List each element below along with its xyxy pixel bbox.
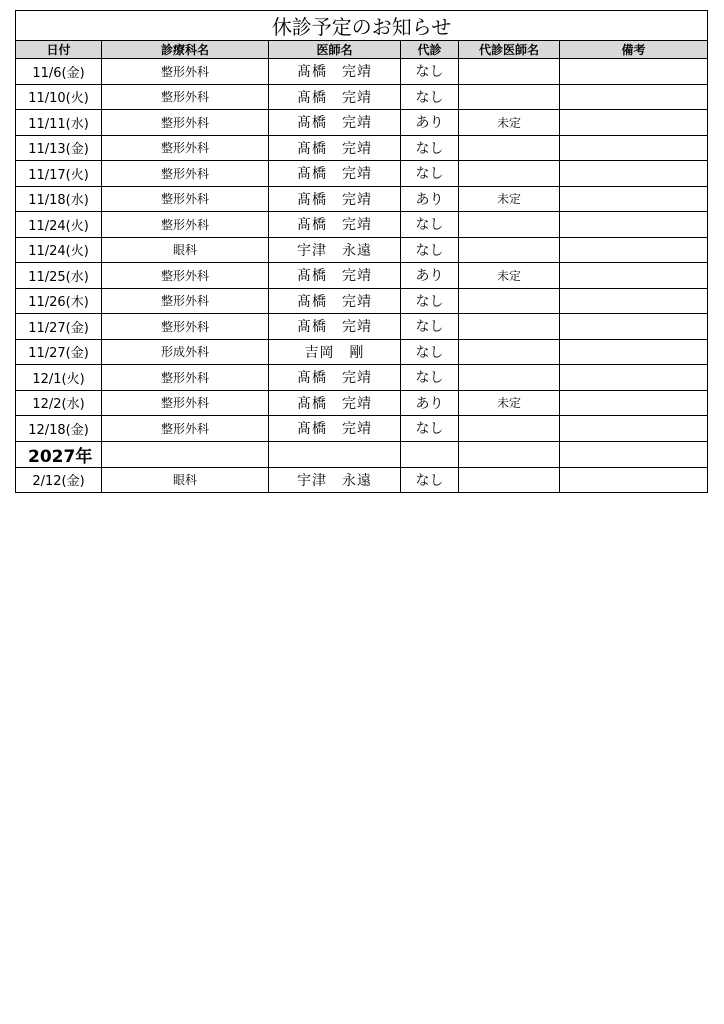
doctor-cell: 髙橋 完靖 [269, 84, 401, 110]
table-row [16, 186, 708, 212]
substitute-doctor-cell [459, 135, 560, 161]
title-row [16, 11, 708, 41]
substitute-doctor-cell [459, 84, 560, 110]
date-cell: 11/13(金) [16, 135, 102, 161]
notes-cell [560, 110, 708, 136]
substitute-cell: なし [401, 339, 459, 365]
substitute-doctor-cell [459, 212, 560, 238]
notes-cell [560, 365, 708, 391]
notes-cell [560, 186, 708, 212]
substitute-cell: あり [401, 110, 459, 136]
year-label: 2027年 [16, 441, 102, 467]
substitute-cell: あり [401, 186, 459, 212]
notes-cell [560, 84, 708, 110]
header-substitute-doctor: 代診医師名 [459, 41, 560, 59]
department-cell: 整形外科 [102, 212, 269, 238]
notes-cell [560, 212, 708, 238]
department-cell: 整形外科 [102, 288, 269, 314]
table-row [16, 390, 708, 416]
substitute-cell: あり [401, 263, 459, 289]
substitute-doctor-cell [459, 288, 560, 314]
substitute-doctor-cell [459, 365, 560, 391]
schedule-rows-after-year [16, 467, 708, 493]
department-cell: 眼科 [102, 467, 269, 493]
date-cell: 11/17(火) [16, 161, 102, 187]
department-cell: 整形外科 [102, 84, 269, 110]
department-cell: 整形外科 [102, 186, 269, 212]
notes-cell [560, 288, 708, 314]
year-empty-cell [269, 441, 401, 467]
page-title: 休診予定のお知らせ [16, 11, 708, 41]
department-cell: 形成外科 [102, 339, 269, 365]
date-cell: 11/10(火) [16, 84, 102, 110]
table-row [16, 263, 708, 289]
doctor-cell: 髙橋 完靖 [269, 288, 401, 314]
table-row [16, 314, 708, 340]
header-row [16, 41, 708, 59]
department-cell: 整形外科 [102, 59, 269, 85]
year-separator-row [16, 441, 708, 467]
header-substitute: 代診 [401, 41, 459, 59]
year-empty-cell [102, 441, 269, 467]
table-row [16, 59, 708, 85]
closure-schedule-table [15, 10, 708, 493]
date-cell: 11/11(水) [16, 110, 102, 136]
notes-cell [560, 135, 708, 161]
table-row [16, 135, 708, 161]
notes-cell [560, 237, 708, 263]
year-empty-cell [459, 441, 560, 467]
notes-cell [560, 263, 708, 289]
notes-cell [560, 339, 708, 365]
table-row [16, 365, 708, 391]
date-cell: 11/18(水) [16, 186, 102, 212]
doctor-cell: 髙橋 完靖 [269, 416, 401, 442]
doctor-cell: 髙橋 完靖 [269, 314, 401, 340]
doctor-cell: 髙橋 完靖 [269, 365, 401, 391]
substitute-doctor-cell: 未定 [459, 110, 560, 136]
schedule-sheet [15, 10, 708, 493]
substitute-cell: なし [401, 237, 459, 263]
department-cell: 整形外科 [102, 365, 269, 391]
substitute-doctor-cell [459, 314, 560, 340]
substitute-cell: なし [401, 314, 459, 340]
date-cell: 2/12(金) [16, 467, 102, 493]
date-cell: 12/1(火) [16, 365, 102, 391]
table-row [16, 84, 708, 110]
substitute-cell: なし [401, 288, 459, 314]
date-cell: 11/26(木) [16, 288, 102, 314]
schedule-rows [16, 59, 708, 442]
substitute-cell: あり [401, 390, 459, 416]
doctor-cell: 髙橋 完靖 [269, 110, 401, 136]
substitute-doctor-cell: 未定 [459, 263, 560, 289]
doctor-cell: 髙橋 完靖 [269, 390, 401, 416]
year-section [16, 441, 708, 467]
doctor-cell: 髙橋 完靖 [269, 186, 401, 212]
header-doctor: 医師名 [269, 41, 401, 59]
notes-cell [560, 314, 708, 340]
notes-cell [560, 59, 708, 85]
date-cell: 12/2(水) [16, 390, 102, 416]
substitute-doctor-cell [459, 237, 560, 263]
header-department: 診療科名 [102, 41, 269, 59]
table-row [16, 212, 708, 238]
table-row [16, 237, 708, 263]
doctor-cell: 髙橋 完靖 [269, 59, 401, 85]
date-cell: 11/24(火) [16, 212, 102, 238]
date-cell: 11/27(金) [16, 314, 102, 340]
substitute-doctor-cell [459, 161, 560, 187]
table-row [16, 467, 708, 493]
notes-cell [560, 416, 708, 442]
date-cell: 11/24(火) [16, 237, 102, 263]
notes-cell [560, 161, 708, 187]
substitute-doctor-cell [459, 416, 560, 442]
substitute-cell: なし [401, 59, 459, 85]
header-notes: 備考 [560, 41, 708, 59]
table-row [16, 416, 708, 442]
substitute-doctor-cell [459, 59, 560, 85]
department-cell: 整形外科 [102, 390, 269, 416]
substitute-doctor-cell: 未定 [459, 390, 560, 416]
substitute-cell: なし [401, 161, 459, 187]
substitute-doctor-cell: 未定 [459, 186, 560, 212]
date-cell: 12/18(金) [16, 416, 102, 442]
year-empty-cell [401, 441, 459, 467]
substitute-cell: なし [401, 212, 459, 238]
date-cell: 11/25(水) [16, 263, 102, 289]
substitute-cell: なし [401, 135, 459, 161]
doctor-cell: 髙橋 完靖 [269, 135, 401, 161]
department-cell: 眼科 [102, 237, 269, 263]
year-empty-cell [560, 441, 708, 467]
substitute-cell: なし [401, 84, 459, 110]
date-cell: 11/6(金) [16, 59, 102, 85]
table-row [16, 288, 708, 314]
department-cell: 整形外科 [102, 110, 269, 136]
table-row [16, 110, 708, 136]
substitute-cell: なし [401, 365, 459, 391]
date-cell: 11/27(金) [16, 339, 102, 365]
table-row [16, 339, 708, 365]
substitute-doctor-cell [459, 339, 560, 365]
substitute-cell: なし [401, 416, 459, 442]
doctor-cell: 髙橋 完靖 [269, 263, 401, 289]
department-cell: 整形外科 [102, 416, 269, 442]
doctor-cell: 髙橋 完靖 [269, 212, 401, 238]
header-date: 日付 [16, 41, 102, 59]
table-row [16, 161, 708, 187]
department-cell: 整形外科 [102, 314, 269, 340]
doctor-cell: 吉岡 剛 [269, 339, 401, 365]
department-cell: 整形外科 [102, 135, 269, 161]
department-cell: 整形外科 [102, 161, 269, 187]
department-cell: 整形外科 [102, 263, 269, 289]
notes-cell [560, 467, 708, 493]
substitute-cell: なし [401, 467, 459, 493]
doctor-cell: 宇津 永遠 [269, 467, 401, 493]
doctor-cell: 宇津 永遠 [269, 237, 401, 263]
doctor-cell: 髙橋 完靖 [269, 161, 401, 187]
notes-cell [560, 390, 708, 416]
substitute-doctor-cell [459, 467, 560, 493]
